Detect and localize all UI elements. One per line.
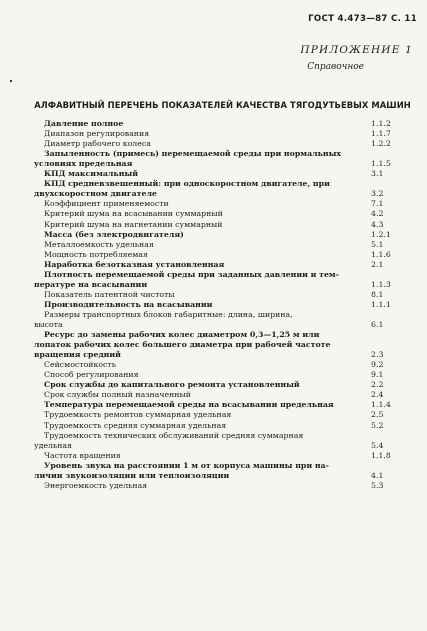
indicator-name: Плотность перемещаемой среды при заданных давлении и тем- <box>44 269 339 279</box>
indicator-name: Диаметр рабочего колеса <box>44 139 151 149</box>
indicator-code: 7.1 <box>371 199 384 209</box>
indicator-name: Ресурс до замены рабочих колес диаметром 0,3—1,25 м или <box>44 330 320 340</box>
indicator-name: высота <box>34 320 63 329</box>
indicator-code: 2.2 <box>371 380 384 390</box>
indicator-code: 2.3 <box>371 350 384 360</box>
indicator-name: КПД максимальный <box>44 169 139 179</box>
indicator-code: 1.2.2 <box>371 139 391 149</box>
indicator-code: 9.2 <box>371 360 384 370</box>
indicator-name: вращения средний <box>34 350 121 360</box>
indicator-name: Частота вращения <box>44 450 121 460</box>
indicator-name: Мощность потребляемая <box>44 249 148 259</box>
appendix-title: ПРИЛОЖЕНИЕ 1 <box>300 44 413 56</box>
indicator-code: 1.2.1 <box>371 229 391 239</box>
indicator-name: Энергоемкость удельная <box>44 480 148 490</box>
indicator-code: 4.1 <box>371 470 384 480</box>
indicator-name: Трудоемкость технических обслуживаний средняя суммарная <box>44 430 304 440</box>
indicator-code: 3.2 <box>371 189 384 199</box>
indicator-name: Запыленность (примесь) перемещаемой среды при нормальных <box>44 149 342 159</box>
indicator-name: Критерий шума на всасывании суммарный <box>44 209 223 219</box>
indicator-code: 2.5 <box>371 410 384 420</box>
indicator-code: 1.1.7 <box>371 129 391 139</box>
indicator-code: 5.3 <box>371 480 384 490</box>
indicator-code: 8.1 <box>371 289 384 299</box>
indicator-code: 5.4 <box>371 440 384 450</box>
indicator-code: 1.1.1 <box>371 299 391 309</box>
indicator-code: 3.1 <box>371 169 384 179</box>
indicator-name: Показатель патентной чистоты <box>44 289 175 299</box>
indicator-name: Размеры транспортных блоков габаритные: длина, ширина, <box>44 309 293 319</box>
scan-speck <box>10 80 12 82</box>
indicator-code: 5.2 <box>371 420 384 430</box>
indicator-name: Масса (без электродвигателя) <box>44 229 184 239</box>
indicator-name: условиях предельная <box>34 159 133 169</box>
indicator-name: Срок службы до капитального ремонта установленный <box>44 380 300 390</box>
indicator-name: лопаток рабочих колес большего диаметра при рабочей частоте <box>34 340 331 350</box>
indicator-name: Уровень звука на расстоянии 1 м от корпуса машины при на- <box>44 460 329 470</box>
indicator-name: Срок службы полный назначенный <box>44 390 191 400</box>
indicator-name: Металлоемкость удельная <box>44 239 154 249</box>
indicator-name: пературе на всасывании <box>34 279 148 289</box>
indicator-name: удельная <box>34 440 72 450</box>
indicator-name: Коэффициент применяемости <box>44 199 169 209</box>
indicator-name: Давление полное <box>44 119 124 128</box>
list-title: АЛФАВИТНЫЙ ПЕРЕЧЕНЬ ПОКАЗАТЕЛЕЙ КАЧЕСТВА ТЯГОДУТЬЕВЫХ МАШИН <box>34 100 411 110</box>
indicator-name: личии звукоизоляции или теплоизоляции <box>34 470 230 480</box>
appendix-subtitle: Справочное <box>307 62 364 72</box>
indicator-code: 1.1.2 <box>371 119 391 128</box>
indicator-code: 1.1.8 <box>371 450 391 460</box>
indicator-name: Критерий шума на нагнетании суммарный <box>44 219 223 229</box>
indicator-code: 5.1 <box>371 239 384 249</box>
indicator-code: 6.1 <box>371 320 384 329</box>
page-header: ГОСТ 4.473—87 С. 11 <box>308 14 417 24</box>
indicator-name: Трудоемкость средняя суммарная удельная <box>44 420 227 430</box>
indicator-code: 4.2 <box>371 209 384 219</box>
indicator-code: 2.1 <box>371 259 384 269</box>
indicator-code: 2.4 <box>371 390 384 400</box>
indicator-code: 1.1.6 <box>371 249 391 259</box>
indicator-name: Производительность на всасывании <box>44 299 213 309</box>
indicator-name: КПД средневзвешенный: при односкоростном двигателе, при <box>44 179 330 189</box>
indicator-code: 1.1.3 <box>371 279 391 289</box>
indicator-name: Трудоемкость ремонтов суммарная удельная <box>44 410 232 420</box>
indicator-name: Наработка безотказная установленная <box>44 259 225 269</box>
indicator-code: 1.1.5 <box>371 159 391 169</box>
indicator-name: Диапазон регулирования <box>44 129 150 139</box>
indicator-name: Температура перемещаемой среды на всасывании предельная <box>44 400 334 410</box>
indicator-name: Сейсмостойкость <box>44 360 116 370</box>
indicator-code: 4.3 <box>371 219 384 229</box>
indicator-name: двухскоростном двигателе <box>34 189 157 199</box>
indicator-code: 1.1.4 <box>371 400 391 410</box>
indicator-code: 9.1 <box>371 370 384 380</box>
indicator-name: Способ регулирования <box>44 370 139 380</box>
